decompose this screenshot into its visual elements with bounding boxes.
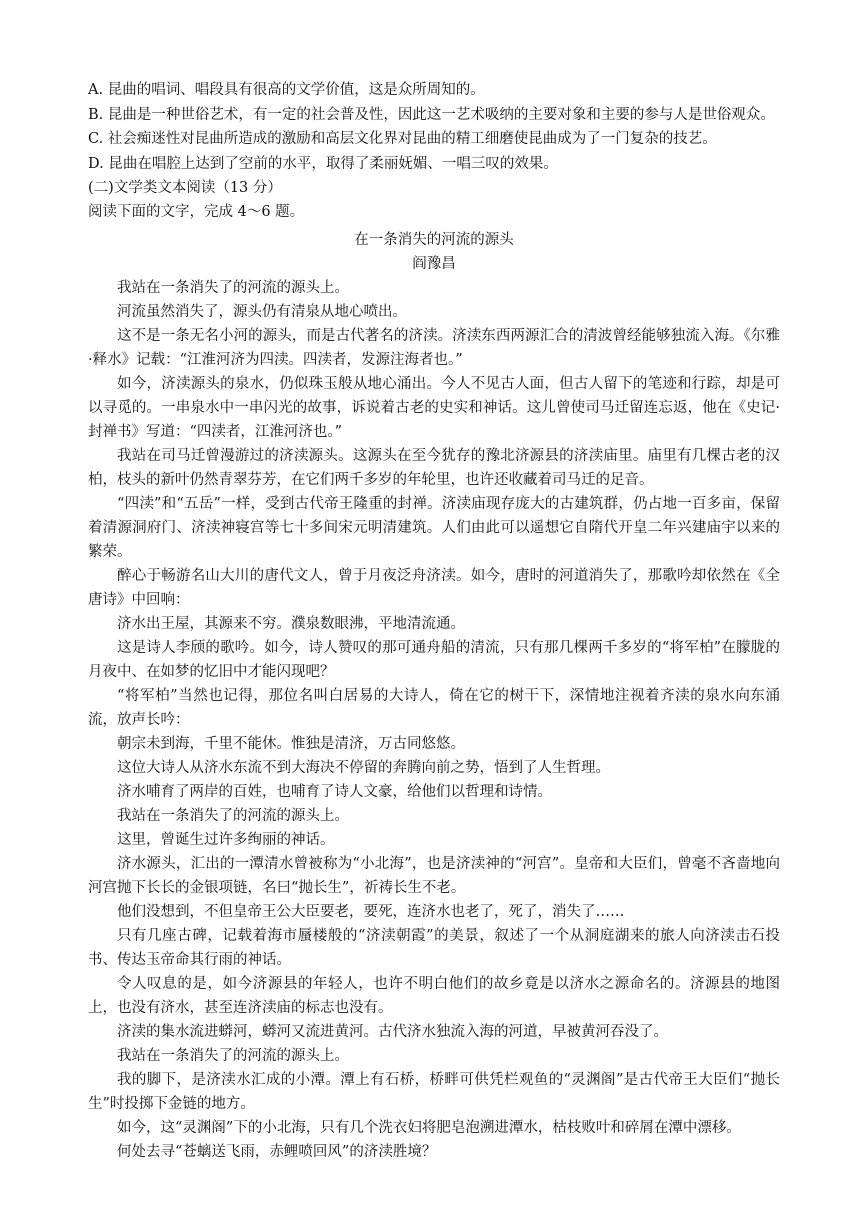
paragraph: 这位大诗人从济水东流不到大海决不停留的奔腾向前之势，悟到了人生哲理。: [117, 760, 610, 776]
paragraph: 这是诗人李颀的歌吟。如今，诗人赞叹的那可通舟船的清流，只有那几棵两千多岁的“将军柏”在朦胧的月夜中、在如梦的忆旧中才能闪现吧？: [88, 640, 780, 680]
paragraph: 河流虽然消失了，源头仍有清泉从地心喷出。: [117, 304, 407, 320]
paragraph: 这不是一条无名小河的源头，而是古代著名的济渎。济渎东西两源汇合的清波曾经能够独流入海。《尔雅·释水》记载：“江淮河济为四渎。四渎者，发源注海者也。”: [88, 328, 780, 368]
instruction: 阅读下面的文字，完成 4～6 题。: [88, 204, 305, 220]
paragraph: “将军柏”当然也记得，那位名叫白居易的大诗人，倚在它的树干下，深情地注视着齐渎的泉水向东涌流，放声长吟：: [88, 688, 780, 728]
paragraph: 他们没想到，不但皇帝王公大臣要老，要死，连济水也老了，死了，消失了……: [117, 904, 625, 920]
paragraph: 我站在司马迁曾漫游过的济渎源头。这源头在至今犹存的豫北济源县的济渎庙里。庙里有几棵古老的汉柏，枝头的新叶仍然青翠芬芳，在它们两千多岁的年轮里，也许还收藏着司马迁的足音。: [88, 448, 780, 488]
article-author: 阎豫昌: [412, 256, 456, 272]
paragraph: 何处去寻“苍螭送飞雨，赤鲤喷回风”的济渎胜境？: [117, 1144, 437, 1160]
paragraph: 这里，曾诞生过许多绚丽的神话。: [117, 832, 335, 848]
paragraph: 济渎的集水流进蟒河，蟒河又流进黄河。古代济水独流入海的河道，早被黄河吞没了。: [117, 1024, 668, 1040]
paragraph: 我的脚下，是济渎水汇成的小潭。潭上有石桥，桥畔可供凭栏观鱼的“灵渊阁”是古代帝王大臣们“抛长生”时投掷下金链的地方。: [88, 1072, 780, 1112]
section-header: (二)文学类文本阅读（13 分）: [88, 180, 282, 196]
option-a: A. 昆曲的唱词、唱段具有很高的文学价值，这是众所周知的。: [88, 82, 485, 98]
paragraph: 如今，这“灵渊阁”下的小北海，只有几个洗衣妇将肥皂泡溯进潭水，枯枝败叶和碎屑在潭中漂移。: [117, 1120, 741, 1136]
paragraph: 令人叹息的是，如今济源县的年轻人，也许不明白他们的故乡竟是以济水之源命名的。济源县的地图上，也没有济水，甚至连济渎庙的标志也没有。: [88, 976, 780, 1016]
paragraph: 我站在一条消失了的河流的源头上。: [117, 280, 349, 296]
option-c: C. 社会痴迷性对昆曲所造成的激励和高层文化界对昆曲的精工细磨使昆曲成为了一门复杂的技艺。: [88, 131, 717, 147]
paragraph: 我站在一条消失了的河流的源头上。: [117, 808, 349, 824]
option-b: B. 昆曲是一种世俗艺术，有一定的社会普及性，因此这一艺术吸纳的主要对象和主要的参与人是世俗观众。: [88, 106, 775, 123]
paragraph: 济水哺育了两岸的百姓，也哺育了诗人文豪，给他们以哲理和诗情。: [117, 784, 552, 800]
answer-options: [88, 78, 780, 176]
article-body: [88, 276, 780, 1164]
paragraph: 只有几座古碑，记载着海市蜃楼般的“济渎朝霞”的美景，叙述了一个从洞庭湖来的旅人向济渎击石投书、传达玉帝命其行雨的神话。: [88, 928, 780, 968]
article-title: 在一条消失的河流的源头: [354, 232, 514, 248]
poem-line: 朝宗未到海，千里不能休。惟独是清济，万古同悠悠。: [117, 736, 465, 752]
poem-line: 济水出王屋，其源来不穷。濮泉数眼沸，平地清流通。: [117, 616, 465, 632]
paragraph: 如今，济渎源头的泉水，仍似珠玉般从地心涌出。今人不见古人面，但古人留下的笔迹和行踪，却是可以寻觅的。一串泉水中一串闪光的故事，诉说着古老的史实和神话。这儿曾使司马迁留连忘返，他在《史记·封禅书》写道：“四渎者，江淮河济也。”: [88, 376, 780, 440]
option-d: D. 昆曲在唱腔上达到了空前的水平，取得了柔丽妩媚、一唱三叹的效果。: [88, 155, 558, 172]
paragraph: 我站在一条消失了的河流的源头上。: [117, 1048, 349, 1064]
paragraph: 济水源头，汇出的一潭清水曾被称为“小北海”，也是济渎神的“河宫”。皇帝和大臣们，曾毫不吝啬地向河宫抛下长长的金银项链，名曰“抛长生”，祈祷长生不老。: [88, 856, 780, 896]
paragraph: “四渎”和“五岳”一样，受到古代帝王隆重的封禅。济渎庙现存庞大的古建筑群，仍占地一百多亩，保留着清源洞府门、济渎神寝宫等七十多间宋元明清建筑。人们由此可以遥想它自隋代开皇二年兴建庙宇以来的繁荣。: [88, 496, 780, 560]
paragraph: 醉心于畅游名山大川的唐代文人，曾于月夜泛舟济渎。如今，唐时的河道消失了，那歌吟却依然在《全唐诗》中回响：: [88, 568, 780, 608]
